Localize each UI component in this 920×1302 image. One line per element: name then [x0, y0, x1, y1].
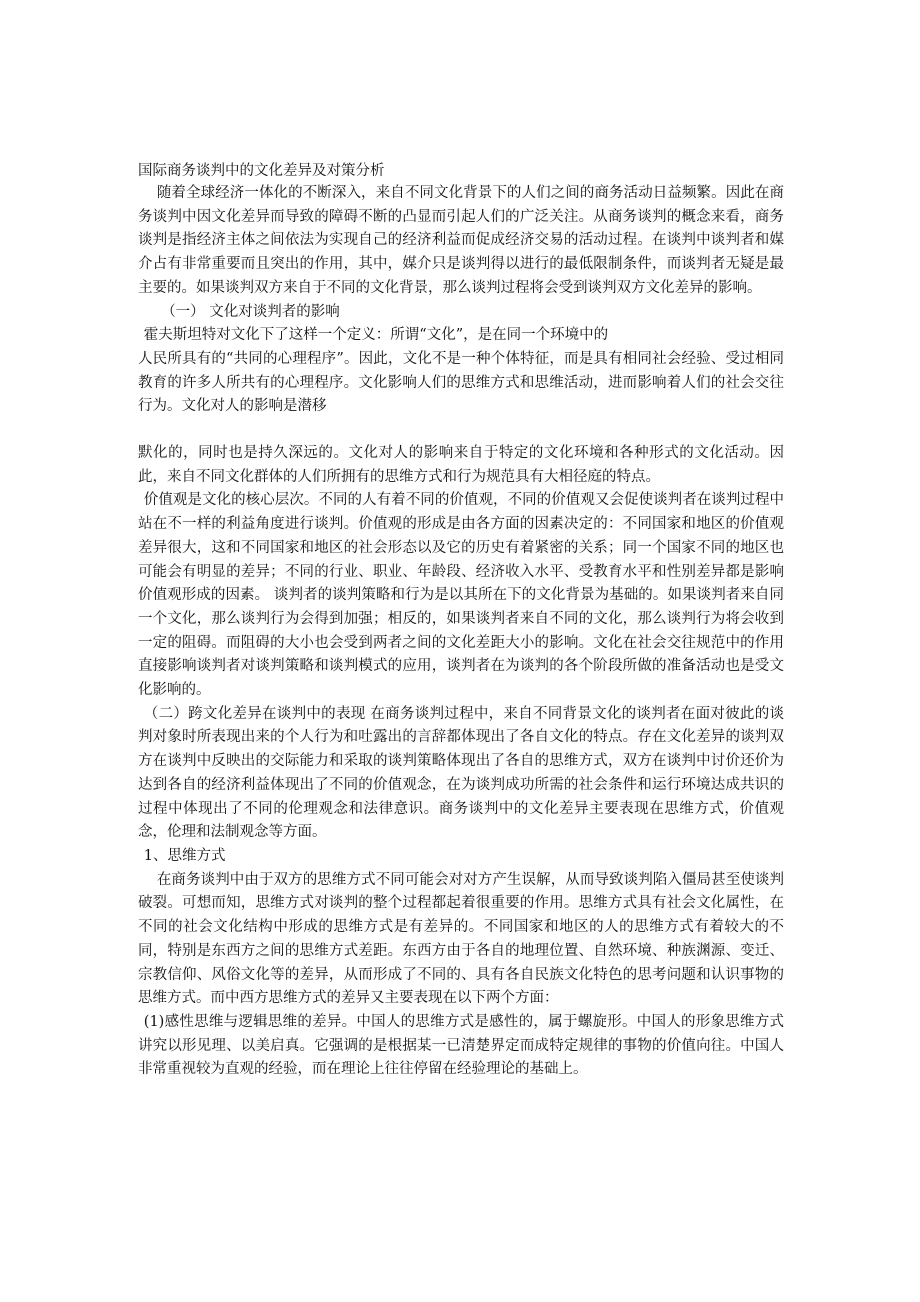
section-1-paragraph-3: 价值观是文化的核心层次。不同的人有着不同的价值观，不同的价值观又会促使谈判者在谈判过程中站在不一样的利益角度进行谈判。价值观的形成是由各方面的因素决定的：不同国家和地区的价值观差异很大，这和不同国家和地区的社会形态以及它的历史有着紧密的关系；同一个国家不同的地区也可能会有明显的差异；不同的行业、职业、年龄段、经济收入水平、受教育水平和性别差异都是影响价值观形成的因素。 谈判者的谈判策略和行为是以其所在下的文化背景为基础的。如果谈判者来自同一个文化，那么谈判行为会得到加强；相反的，如果谈判者来自不同的文化，那么谈判行为将会收到一定的阻碍。而阻碍的大小也会受到两者之间的文化差距大小的影响。文化在社会交往规范中的作用直接影响谈判者对谈判策略和谈判模式的应用，谈判者在为谈判的各个阶段所做的准备活动也是受文化影响的。: [138, 492, 784, 699]
page-break-gap: [138, 419, 784, 442]
document-title: 国际商务谈判中的文化差异及对策分析: [138, 163, 385, 179]
subsection-1-point-1: (1)感性思维与逻辑思维的差异。中国人的思维方式是感性的，属于螺旋形。中国人的形象思维方式讲究以形见理、以美启真。它强调的是根据某一已清楚界定而成特定规律的事物的价值向往。中国人非常重视较为直观的经验，而在理论上往往停留在经验理论的基础上。: [138, 1013, 784, 1078]
document-page: [138, 160, 784, 1082]
section-1-paragraph-2: 默化的，同时也是持久深远的。文化对人的影响来自于特定的文化环境和各种形式的文化活动。因此，来自不同文化群体的人们所拥有的思维方式和行为规范具有大相径庭的特点。: [138, 445, 784, 485]
section-1-definition-line: 霍夫斯坦特对文化下了这样一个定义：所谓“文化”，是在同一个环境中的: [143, 327, 609, 344]
subsection-1-heading: 1、思维方式: [143, 847, 226, 864]
section-2-paragraph: （二）跨文化差异在谈判中的表现 在商务谈判过程中，来自不同背景文化的谈判者在面对彼此的谈判对象时所表现出来的个人行为和吐露出的言辞都体现出了各自文化的特点。存在文化差异的谈判双方在谈判中反映出的交际能力和采取的谈判策略体现出了各自的思维方式，双方在谈判中讨价还价为达到各自的经济利益体现出了不同的价值观念，在为谈判成功所需的社会条件和运行环境达成共识的过程中体现出了不同的伦理观念和法律意识。商务谈判中的文化差异主要表现在思维方式，价值观念，伦理和法制观念等方面。: [138, 705, 784, 841]
subsection-1-paragraph: 在商务谈判中由于双方的思维方式不同可能会对对方产生误解，从而导致谈判陷入僵局甚至使谈判破裂。可想而知，思维方式对谈判的整个过程都起着很重要的作用。思维方式具有社会文化属性，在不同的社会文化结构中形成的思维方式是有差异的。不同国家和地区的人的思维方式有着较大的不同，特别是东西方之间的思维方式差距。东西方由于各自的地理位置、自然环境、种族渊源、变迁、宗教信仰、风俗文化等的差异，从而形成了不同的、具有各自民族文化特色的思考问题和认识事物的思维方式。而中西方思维方式的差异又主要表现在以下两个方面：: [138, 871, 784, 1007]
section-1-paragraph-1: 人民所具有的“共同的心理程序”。因此，文化不是一种个体特征，而是具有相同社会经验、受过相同教育的许多人所共有的心理程序。文化影响人们的思维方式和思维活动，进而影响着人们的社会交往行为。文化对人的影响是潜移: [138, 350, 784, 415]
intro-paragraph: 随着全球经济一体化的不断深入，来自不同文化背景下的人们之间的商务活动日益频繁。因此在商务谈判中因文化差异而导致的障碍不断的凸显而引起人们的广泛关注。从商务谈判的概念来看，商务谈判是指经济主体之间依法为实现自己的经济利益而促成经济交易的活动过程。在谈判中谈判者和媒介占有非常重要而且突出的作用，其中，媒介只是谈判得以进行的最低限制条件，而谈判者无疑是最主要的。如果谈判双方来自于不同的文化背景，那么谈判过程将会受到谈判双方文化差异的影响。: [138, 185, 784, 296]
section-1-heading: （一） 文化对谈判者的影响: [161, 303, 340, 320]
